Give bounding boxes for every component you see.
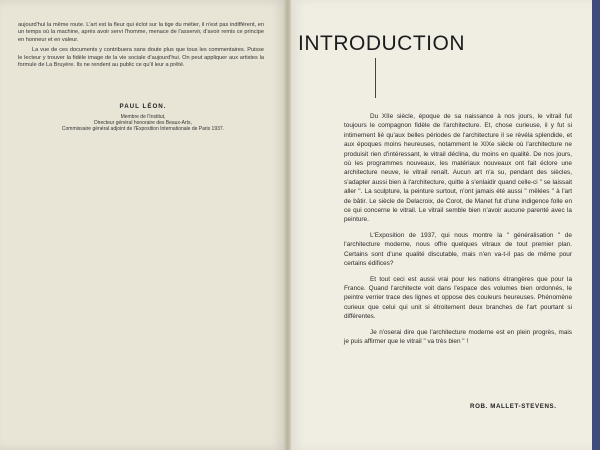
left-signature-line: Commissaire général adjoint de l'Exposition Internationale de Paris 1937. (61, 126, 225, 132)
left-page-body (18, 22, 264, 72)
right-paragraph: Je n'oserai dire que l'architecture moderne est en plein progrès, mais je puis affirmer que le vitrail " va très bien " ! (344, 328, 572, 345)
left-signature-name: PAUL LÉON. (119, 103, 167, 110)
left-paragraph: aujourd'hui la même route. L'art est la fleur qui éclot sur la tige du métier, il n'est pas indifférent, en un temps où la machine, après avoir servi l'homme, menace de l'asservir, d'avoir remis ce principe en honneur et en valeur. (18, 22, 264, 43)
right-paragraph: Du XIIe siècle, époque de sa naissance à nos jours, le vitrail fut toujours le compagnon fidèle de l'architecture. Et, chose curieuse, il y fut si intimement lié qu'aux belles périodes de l'architecture il se révéla splendide, et aux époques moins heureuses, notamment le XIXe siècle où l'architecture ne produisit rien d'intéressant, le vitrail déclina, du moins en qualité. De nos jours, où les programmes nouveaux, les matériaux nouveaux ont fait éclore une architecture neuve, le vitrail renaît. Aucun art n'a su, pendant des siècles, s'adapter aussi bien à l'architecture, quitte à s'enlaidir quand celle-ci " se laissait aller ". La sculpture, la peinture surtout, n'ont jamais été aussi " mêlées " à l'art de bâtir. Le siècle de Delacroix, de Corot, de Manet fut d'une indigence folle en ce qui concerne le vitrail. Le vitrail semble bien n'avoir aucune parenté avec la peinture. (344, 113, 572, 224)
background-edge (592, 0, 600, 450)
right-paragraph: Et tout ceci est aussi vrai pour les nations étrangères que pour la France. Quand l'architecte voit dans l'espace des volumes bien ordonnés, le peintre verrier trace des lignes et oppose des couleurs heureuses. Phénomène curieux que celui qui unit si étroitement deux branches de l'art pourtant si différentes. (344, 275, 572, 321)
right-signature: ROB. MALLET-STEVENS. (470, 403, 557, 410)
vertical-rule (375, 58, 376, 98)
right-page-body (344, 112, 572, 352)
right-paragraph: L'Exposition de 1937, qui nous montre la " généralisation " de l'architecture moderne, nous offre quelques vitraux de tout premier plan. Certains sont d'une qualité discutable, mais n'en va-t-il pas de même pour certains édifices? (344, 231, 572, 268)
left-page (0, 0, 286, 450)
left-paragraph: La vue de ces documents y contribuera sans doute plus que tous les commentaires. Puisse le lecteur y trouver la fidèle image de la vie sociale d'aujourd'hui. On peut appliquer aux artistes la formule de La Bruyère. Ils ne rendent au public ce qu'il leur a prêté. (18, 47, 264, 69)
page-title: INTRODUCTION (298, 32, 465, 55)
left-signature-line: Directeur général honoraire des Beaux-Arts, (94, 120, 192, 126)
left-signature-line: Membre de l'Institut, (120, 114, 166, 120)
